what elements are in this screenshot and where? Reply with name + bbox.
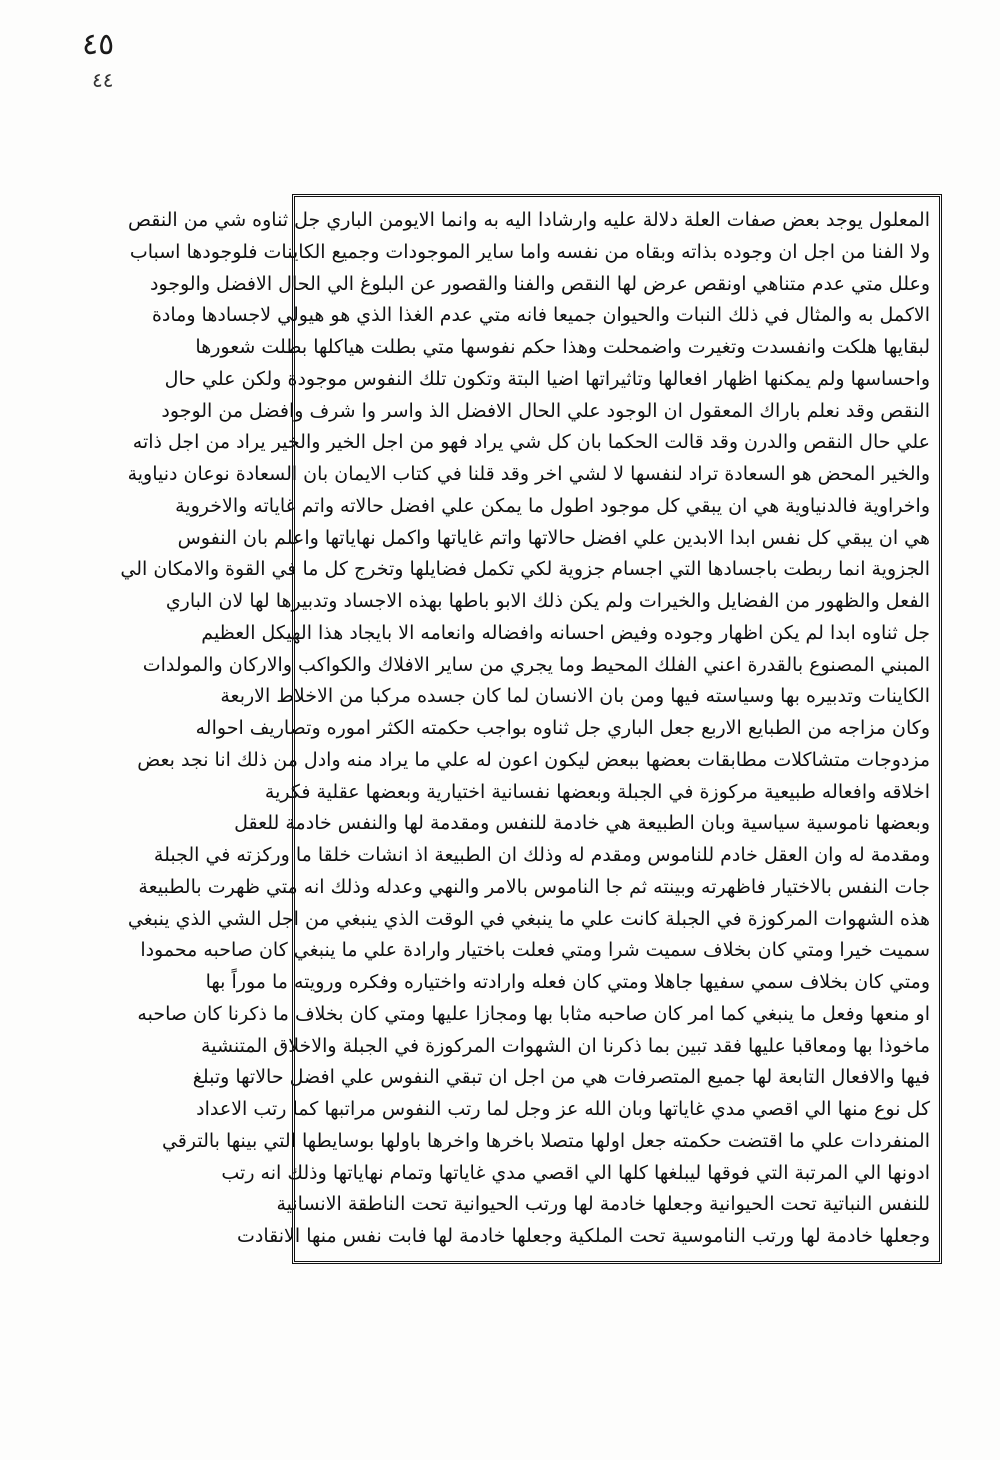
manuscript-line: فيها والافعال التابعة لها جميع المتصرفات هي من اجل ان تبقي النفوس علي افضل حالاتها وتبلغ bbox=[192, 1066, 930, 1089]
manuscript-line: ومقدمة له وان العقل خادم للناموس ومقدم له وذلك ان الطبيعة اذ انشات خلقا ما وركزته في الجبلة bbox=[153, 844, 930, 866]
manuscript-line: اخلاقه وافعاله طبيعية مركوزة في الجبلة وبعضها نفسانية اختيارية وبعضها عقلية فكرية bbox=[264, 780, 930, 803]
manuscript-line: النقص وقد نعلم باراك المعقول ان الوجود علي الحال الافضل الذ واسر وا شرف وافضل من الوجود bbox=[161, 399, 930, 422]
manuscript-line: سميت خيرا ومتي كان بخلاف سميت شرا ومتي فعلت باختيار وارادة علي ما ينبغي كان صاحبه محمودا bbox=[140, 939, 930, 962]
manuscript-line: الفعل والظهور من الفضايل والخيرات ولم يكن ذلك الابو باطها بهذه الاجساد وتدبيرها لها لان الباري bbox=[165, 590, 930, 612]
manuscript-line: ادونها الي المرتبة التي فوقها ليبلغها كلها الي اقصي مدي غاياتها وتمام نهاياتها وذلك انه رتب bbox=[221, 1161, 930, 1184]
manuscript-line: الكاينات وتدبيره بها وسياسته فيها ومن بان الانسان لما كان جسده مركبا من الاخلاط الاربعة bbox=[220, 685, 930, 708]
manuscript-line: الاكمل به والمثال في ذلك النبات والحيوان جميعا فانه متي عدم الغذا الذي هو هيولي لاجسادها ومادة bbox=[151, 304, 930, 327]
manuscript-line: واخراوية فالدنياوية هي ان يبقي كل موجود اطول ما يمكن علي افضل حالاته واتم غاياته والاخروية bbox=[175, 494, 930, 517]
manuscript-line: ماخوذا بها ومعاقبا عليها فقد تبين بما ذكرنا ان الشهوات المركوزة في الجبلة والاخلاق المتنشية bbox=[201, 1034, 930, 1057]
manuscript-line: وبعضها ناموسية سياسية وبان الطبيعة هي خادمة للنفس ومقدمة لها والنفس خادمة للعقل bbox=[234, 812, 930, 835]
folio-number: ٤٤ bbox=[92, 68, 114, 92]
manuscript-line: هذه الشهوات المركوزة في الجبلة كانت علي ما ينبغي في الوقت الذي ينبغي من اجل الشي الذي ينبغي bbox=[127, 907, 930, 930]
manuscript-line: وكان مزاجه من الطبايع الاربع جعل الباري جل ثناوه بواجب حكمته الكثر اموره وتصاريف احواله bbox=[195, 717, 930, 739]
manuscript-line: جات النفس بالاختيار فاظهرته وبينته ثم جا الناموس بالامر والنهي وعدله وذلك انه متي ظهرت بالطبيعة bbox=[138, 875, 930, 898]
manuscript-line: جل ثناوه ابدا لم يكن اظهار وجوده وفيض احسانه وافضاله وانعامه الا بايجاد هذا الهيكل العظيم bbox=[201, 621, 930, 644]
manuscript-line: ولا الفنا من اجل ان وجوده بذاته وبقاه من نفسه واما ساير الموجودات وجميع الكاينات فلوجودها اسباب bbox=[129, 240, 930, 263]
manuscript-line: هي ان يبقي كل نفس ابدا الابدين علي افضل حالاتها واتم غاياتها واكمل نهاياتها واعلم بان النفوس bbox=[177, 526, 930, 549]
manuscript-line: وجعلها خادمة لها ورتب الناموسية تحت الملكية وجعلها خادمة لها فابت نفس منها الانقادت bbox=[237, 1225, 930, 1247]
manuscript-line: او منعها وفعل ما ينبغي كما امر كان صاحبه مثابا بها ومجازا عليها ومتي كان بخلاف ما ذكرنا كان صاحبه bbox=[137, 1002, 930, 1025]
manuscript-line: الجزوية انما ربطت باجسادها التي اجسام جزوية لكي تكمل فضايلها وتخرج كل ما في القوة والامكان الي bbox=[120, 558, 930, 581]
manuscript-line: ومتي كان بخلاف سمي سفيها جاهلا ومتي كان فعله وارادته واختياره وفكره ورويته ما موراً بها bbox=[205, 971, 930, 993]
page-number: ٤٥ bbox=[82, 27, 115, 62]
manuscript-line: المنفردات علي ما اقتضت حكمته جعل اولها متصلا باخرها واخرها باولها بوسايطها التي بينها بالترقي bbox=[161, 1129, 930, 1152]
manuscript-line: للنفس النباتية تحت الحيوانية وجعلها خادمة لها ورتب الحيوانية تحت الناطقة الانسانية bbox=[276, 1193, 930, 1216]
manuscript-line: المعلول يوجد بعض صفات العلة دلالة عليه وارشادا اليه به وانما الايومن الباري جل ثناوه شي من النقص bbox=[127, 209, 930, 231]
manuscript-line: واحساسها ولم يمكنها اظهار افعالها وتاثيراتها اضيا البتة وتكون تلك النفوس موجودة ولكن علي حال bbox=[164, 367, 930, 390]
manuscript-line: والخير المحض هو السعادة تراد لنفسها لا لشي اخر وقد قلنا في كتاب الايمان بان السعادة نوعان دنياوية bbox=[127, 463, 930, 485]
manuscript-line: مزدوجات متشاكلات مطابقات بعضها ببعض ليكون اعون له علي ما يراد منه وادل من ذلك انا نجد بعض bbox=[137, 748, 930, 771]
manuscript-line: المبني المصنوع بالقدرة اعني الفلك المحيط وما يجري من ساير الافلاك والكواكب والاركان والمولدات bbox=[142, 653, 930, 676]
manuscript-line: وعلل متي عدم متناهي اونقص عرض لها النقص والفنا والقصور عن البلوغ الي الحال الافضل والوجود bbox=[149, 272, 930, 295]
manuscript-line: علي حال النقص والدرن وقد قالت الحكما بان كل شي يراد فهو من اجل الخير والخير يراد من اجل ذاته bbox=[132, 431, 930, 454]
manuscript-line: كل نوع منها الي اقصي مدي غاياتها وبان الله عز وجل لما رتب النفوس مراتبها كما رتب الاعداد bbox=[196, 1098, 930, 1120]
manuscript-line: لبقايها هلكت وانفسدت وتغيرت واضمحلت وهذا حكم نفوسها متي بطلت هياكلها بطلت شعورها bbox=[195, 336, 930, 358]
manuscript-text-block bbox=[120, 202, 934, 1256]
